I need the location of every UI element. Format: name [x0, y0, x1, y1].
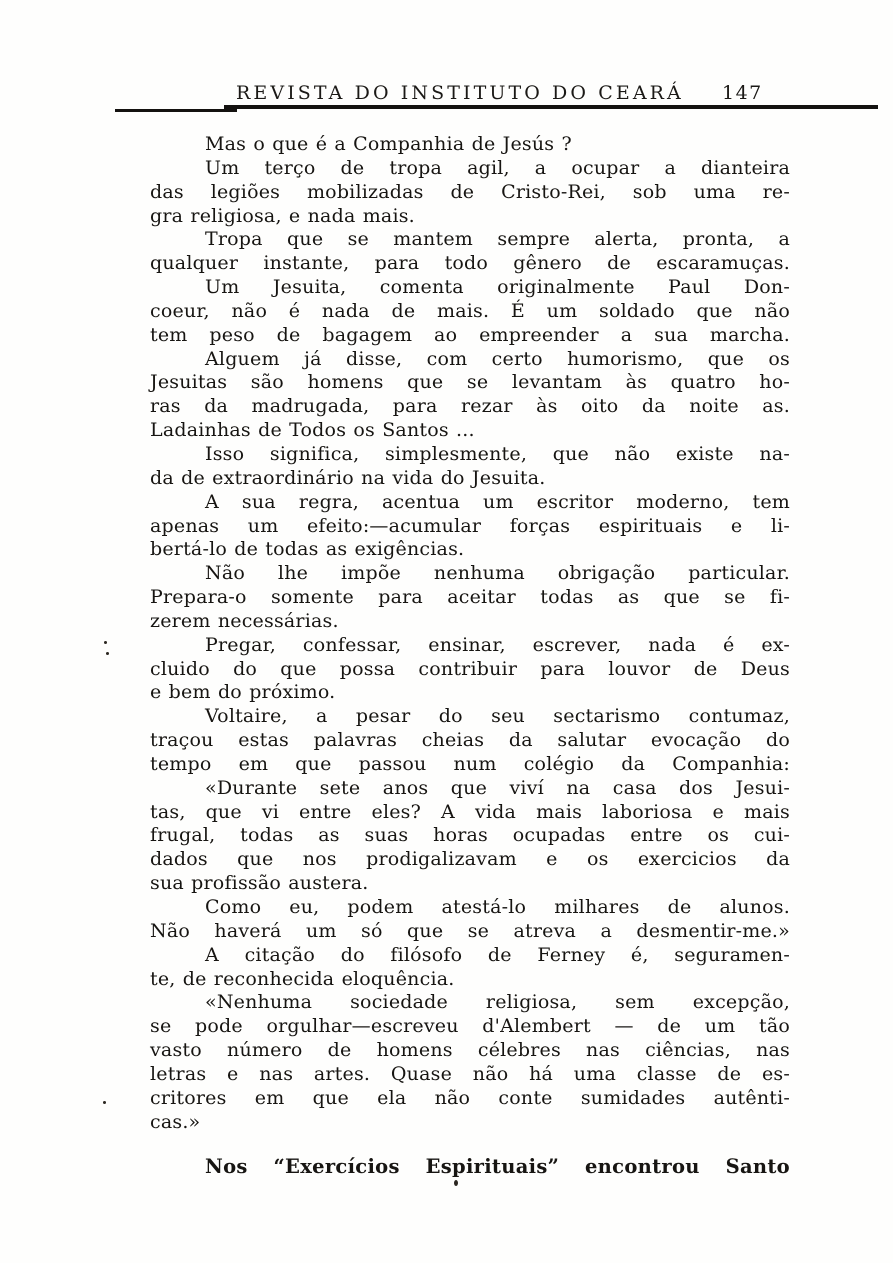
text-line: Um terço de tropa agil, a ocupar a dianteira — [205, 156, 790, 179]
text-line: Alguem já disse, com certo humorismo, que os — [205, 347, 790, 370]
ink-speck — [454, 1180, 458, 1186]
page-body — [150, 133, 790, 1179]
closing-text-line: Nos “Exercícios Espirituais” encontrou Santo — [205, 1155, 790, 1179]
page-number: 147 — [722, 82, 763, 104]
text-line: «Nenhuma sociedade religiosa, sem excepção, — [205, 991, 790, 1014]
text-line: qualquer instante, para todo gênero de escaramuças. — [150, 252, 790, 275]
text-line: apenas um efeito:—acumular forças espirituais e li- — [150, 514, 790, 537]
text-line: A sua regra, acentua um escritor moderno, tem — [205, 490, 790, 513]
text-line: tempo em que passou num colégio da Companhia: — [150, 752, 790, 775]
header-rule — [224, 105, 878, 109]
text-line: te, de reconhecida eloquência. — [150, 967, 455, 990]
text-line: Voltaire, a pesar do seu sectarismo contumaz, — [205, 705, 790, 728]
text-line: Prepara-o somente para aceitar todas as que se fi- — [150, 586, 790, 609]
ink-speck — [104, 641, 107, 644]
header-rule-left-segment — [115, 109, 237, 112]
text-line: e bem do próximo. — [150, 681, 336, 704]
text-line: vasto número de homens célebres nas ciências, nas — [150, 1039, 790, 1062]
text-line: A citação do filósofo de Ferney é, seguramen- — [205, 943, 790, 966]
text-line: letras e nas artes. Quase não há uma classe de es- — [150, 1062, 790, 1085]
text-line: das legiões mobilizadas de Cristo-Rei, sob uma re- — [150, 180, 790, 203]
text-line: cluido do que possa contribuir para louvor de Deus — [150, 657, 790, 680]
text-line: gra religiosa, e nada mais. — [150, 204, 415, 227]
text-line: Pregar, confessar, ensinar, escrever, nada é ex- — [205, 633, 790, 656]
text-line: zerem necessárias. — [150, 609, 339, 632]
running-header-title: REVISTA DO INSTITUTO DO CEARÁ — [236, 82, 684, 104]
text-line: Ladainhas de Todos os Santos ... — [150, 419, 475, 442]
text-line: ras da madrugada, para rezar às oito da noite as. — [150, 395, 790, 418]
text-line: dados que nos prodigalizavam e os exercicios da — [150, 848, 790, 871]
text-line: bertá-lo de todas as exigências. — [150, 538, 465, 561]
text-line: Jesuitas são homens que se levantam às quatro ho- — [150, 371, 790, 394]
text-line: tas, que vi entre eles? A vida mais laboriosa e mais — [150, 800, 790, 823]
text-line: Não haverá um só que se atreva a desmentir-me.» — [150, 919, 790, 942]
text-line: traçou estas palavras cheias da salutar evocação do — [150, 729, 790, 752]
text-line: Como eu, podem atestá-lo milhares de alunos. — [205, 896, 790, 918]
text-line: se pode orgulhar—escreveu d'Alembert — de um tão — [150, 1015, 790, 1038]
text-line: tem peso de bagagem ao empreender a sua marcha. — [150, 323, 790, 346]
text-line: Isso significa, simplesmente, que não existe na- — [205, 442, 790, 465]
text-line: Mas o que é a Companhia de Jesús ? — [205, 133, 572, 155]
ink-speck — [103, 1101, 106, 1104]
text-line: da de extraordinário na vida do Jesuita. — [150, 466, 546, 489]
text-line: «Durante sete anos que viví na casa dos Jesui- — [205, 776, 790, 799]
text-line: sua profissão austera. — [150, 872, 369, 895]
ink-speck — [106, 652, 109, 655]
text-line: Não lhe impõe nenhuma obrigação particular. — [205, 562, 790, 585]
text-line: Um Jesuita, comenta originalmente Paul Don- — [205, 276, 790, 299]
text-line: cas.» — [150, 1110, 201, 1133]
text-line: Tropa que se mantem sempre alerta, pronta, a — [205, 228, 790, 251]
text-line: coeur, não é nada de mais. É um soldado que não — [150, 299, 790, 322]
text-line: critores em que ela não conte sumidades autênti- — [150, 1086, 790, 1109]
text-line: frugal, todas as suas horas ocupadas entre os cui- — [150, 824, 790, 847]
